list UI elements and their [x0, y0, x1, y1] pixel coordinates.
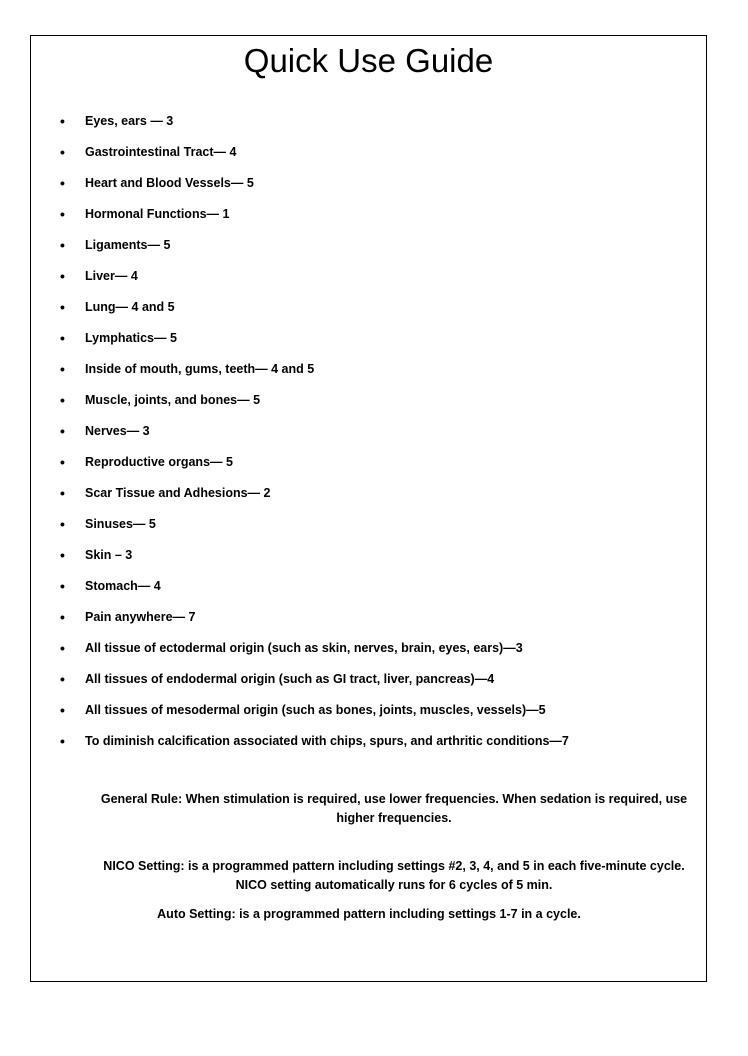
bullet-icon: • [60, 423, 65, 439]
bullet-icon: • [60, 299, 65, 315]
list-item [31, 731, 706, 762]
list-item-text: Ligaments— 5 [85, 238, 171, 252]
list-item-text: Heart and Blood Vessels— 5 [85, 176, 254, 190]
list-item-text: Inside of mouth, gums, teeth— 4 and 5 [85, 362, 315, 376]
list-item-text: To diminish calcification associated with chips, spurs, and arthritic conditions—7 [85, 734, 569, 748]
auto-setting-note: Auto Setting: is a programmed pattern including settings 1-7 in a cycle. [157, 907, 581, 921]
bullet-icon: • [60, 733, 65, 749]
list-item [31, 204, 706, 235]
list-item [31, 514, 706, 545]
list-item-text: All tissues of endodermal origin (such as GI tract, liver, pancreas)—4 [85, 672, 495, 686]
bullet-icon: • [60, 485, 65, 501]
list-item-text: Liver— 4 [85, 269, 138, 283]
list-item-text: Gastrointestinal Tract— 4 [85, 145, 237, 159]
bullet-icon: • [60, 578, 65, 594]
list-item [31, 483, 706, 514]
list-item [31, 359, 706, 390]
bullet-icon: • [60, 609, 65, 625]
bullet-icon: • [60, 268, 65, 284]
bullet-icon: • [60, 361, 65, 377]
list-item [31, 297, 706, 328]
list-item [31, 607, 706, 638]
bullet-icon: • [60, 237, 65, 253]
list-item-text: All tissues of mesodermal origin (such as bones, joints, muscles, vessels)—5 [85, 703, 546, 717]
frequency-list [31, 111, 706, 762]
list-item [31, 142, 706, 173]
list-item [31, 235, 706, 266]
list-item-text: Hormonal Functions— 1 [85, 207, 230, 221]
bullet-icon: • [60, 516, 65, 532]
bullet-icon: • [60, 454, 65, 470]
list-item [31, 669, 706, 700]
list-item [31, 700, 706, 731]
bullet-icon: • [60, 144, 65, 160]
bullet-icon: • [60, 330, 65, 346]
bullet-icon: • [60, 671, 65, 687]
page-title: Quick Use Guide [243, 42, 494, 79]
list-item [31, 452, 706, 483]
list-item-text: Nerves— 3 [85, 424, 150, 438]
general-rule-note: General Rule: When stimulation is required, use lower frequencies. When sedation is required, use higher frequencies. [100, 792, 688, 825]
list-item-text: Eyes, ears — 3 [85, 114, 174, 128]
list-item [31, 328, 706, 359]
list-item-text: Stomach— 4 [85, 579, 161, 593]
bullet-icon: • [60, 113, 65, 129]
list-item-text: Lung— 4 and 5 [85, 300, 175, 314]
list-item [31, 173, 706, 204]
document-frame [30, 35, 707, 982]
nico-setting-note: NICO Setting: is a programmed pattern including settings #2, 3, 4, and 5 in each five-minute cycle. NICO setting automatically runs for 6 cycles of 5 min. [103, 859, 685, 892]
list-item [31, 576, 706, 607]
bullet-icon: • [60, 640, 65, 656]
list-item-text: Reproductive organs— 5 [85, 455, 233, 469]
list-item-text: Muscle, joints, and bones— 5 [85, 393, 261, 407]
list-item-text: Lymphatics— 5 [85, 331, 177, 345]
bullet-icon: • [60, 206, 65, 222]
list-item-text: Skin – 3 [85, 548, 133, 562]
list-item-text: Sinuses— 5 [85, 517, 156, 531]
list-item [31, 390, 706, 421]
list-item-text: Scar Tissue and Adhesions— 2 [85, 486, 271, 500]
bullet-icon: • [60, 702, 65, 718]
list-item-text: Pain anywhere— 7 [85, 610, 196, 624]
list-item [31, 545, 706, 576]
list-item [31, 421, 706, 452]
list-item [31, 266, 706, 297]
bullet-icon: • [60, 547, 65, 563]
list-item [31, 111, 706, 142]
bullet-icon: • [60, 175, 65, 191]
list-item-text: All tissue of ectodermal origin (such as skin, nerves, brain, eyes, ears)—3 [85, 641, 523, 655]
bullet-icon: • [60, 392, 65, 408]
list-item [31, 638, 706, 669]
